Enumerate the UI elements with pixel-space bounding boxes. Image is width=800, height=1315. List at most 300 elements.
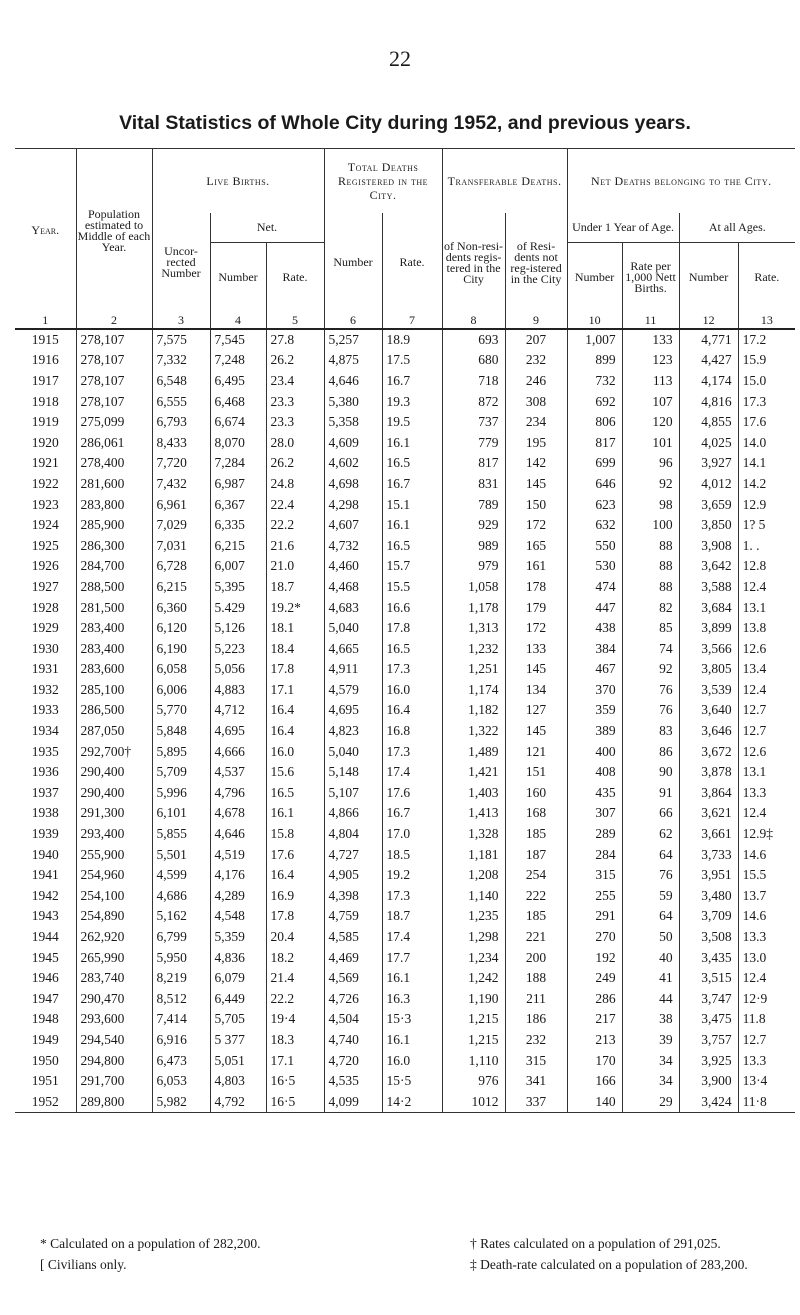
net-births-cell: 4,646 [210, 824, 266, 845]
birth-rate-cell: 23.4 [266, 371, 324, 392]
net-deaths-cell: 3,539 [679, 680, 738, 701]
birth-rate-cell: 19·4 [266, 1009, 324, 1030]
uncorrected-births-cell: 8,219 [152, 968, 210, 989]
column-number: 12 [679, 313, 738, 329]
infant-mortality-rate-cell: 107 [622, 391, 679, 412]
non-resident-deaths-cell: 1,140 [442, 886, 505, 907]
table-row [15, 618, 795, 639]
net-death-rate-cell: 13.1 [742, 764, 767, 780]
net-births-cell: 4,712 [210, 700, 266, 721]
infant-deaths-cell: 166 [567, 1071, 622, 1092]
table-row [15, 803, 795, 824]
birth-rate-cell: 22.2 [266, 515, 324, 536]
non-resident-deaths-cell: 1,181 [442, 844, 505, 865]
birth-rate-cell: 16.4 [266, 721, 324, 742]
uncorrected-births-cell: 7,031 [152, 535, 210, 556]
column-number: 4 [210, 313, 266, 329]
uncorrected-births-cell: 5,709 [152, 762, 210, 783]
non-resident-deaths-cell: 680 [442, 350, 505, 371]
resident-deaths-cell: 188 [505, 968, 567, 989]
uncorrected-births-cell: 6,793 [152, 412, 210, 433]
uncorrected-births-cell: 6,555 [152, 391, 210, 412]
death-rate-cell: 16.1 [382, 1030, 442, 1051]
net-deaths-cell: 3,659 [679, 494, 738, 515]
year-cell: 1917 [15, 371, 76, 392]
year-cell: 1916 [15, 350, 76, 371]
uncorrected-births-cell: 6,120 [152, 618, 210, 639]
non-resident-deaths-cell: 831 [442, 474, 505, 495]
birth-rate-cell: 21.0 [266, 556, 324, 577]
non-resident-deaths-cell: 1,242 [442, 968, 505, 989]
resident-deaths-cell: 133 [505, 638, 567, 659]
year-cell: 1922 [15, 474, 76, 495]
uncorrected-births-cell: 7,414 [152, 1009, 210, 1030]
infant-mortality-rate-cell: 76 [622, 680, 679, 701]
deaths-number-cell: 5,148 [324, 762, 382, 783]
population-cell: 290,400 [76, 783, 152, 804]
net-births-cell: 4,537 [210, 762, 266, 783]
net-deaths-cell: 4,771 [679, 329, 738, 351]
table-row [15, 700, 795, 721]
infant-deaths-cell: 530 [567, 556, 622, 577]
deaths-number-cell: 4,469 [324, 947, 382, 968]
net-death-rate-cell: 1. . [742, 537, 760, 553]
population-cell: 254,100 [76, 886, 152, 907]
birth-rate-cell: 17.8 [266, 906, 324, 927]
net-deaths-cell: 3,951 [679, 865, 738, 886]
birth-rate-cell: 21.6 [266, 535, 324, 556]
net-births-cell: 6,079 [210, 968, 266, 989]
infant-mortality-rate-cell: 92 [622, 659, 679, 680]
year-cell: 1924 [15, 515, 76, 536]
uncorrected-births-cell: 5,501 [152, 844, 210, 865]
deaths-number-cell: 5,257 [324, 329, 382, 351]
deaths-number-cell: 4,468 [324, 577, 382, 598]
year-cell: 1915 [15, 329, 76, 351]
footnote-asterisk: * Calculated on a population of 282,200. [40, 1235, 261, 1251]
infant-mortality-rate-cell: 66 [622, 803, 679, 824]
population-cell: 254,960 [76, 865, 152, 886]
infant-deaths-cell: 623 [567, 494, 622, 515]
non-resident-deaths-cell: 929 [442, 515, 505, 536]
deaths-number-cell: 4,398 [324, 886, 382, 907]
non-resident-deaths-cell: 737 [442, 412, 505, 433]
non-resident-deaths-cell: 789 [442, 494, 505, 515]
uncorrected-births-cell: 5,982 [152, 1091, 210, 1112]
population-cell: 283,740 [76, 968, 152, 989]
infant-deaths-cell: 699 [567, 453, 622, 474]
non-resident-deaths-cell: 979 [442, 556, 505, 577]
table-row [15, 350, 795, 371]
deaths-number-cell: 4,726 [324, 989, 382, 1010]
resident-deaths-cell: 246 [505, 371, 567, 392]
table-row [15, 371, 795, 392]
table-row [15, 329, 795, 351]
net-births-cell: 6,987 [210, 474, 266, 495]
table-row [15, 474, 795, 495]
net-births-cell: 4,519 [210, 844, 266, 865]
birth-rate-cell: 17.1 [266, 680, 324, 701]
column-number: 1 [15, 313, 76, 329]
deaths-number-cell: 5,380 [324, 391, 382, 412]
net-births-cell: 5,359 [210, 927, 266, 948]
resident-deaths-cell: 234 [505, 412, 567, 433]
infant-deaths-cell: 384 [567, 638, 622, 659]
death-rate-cell: 16.3 [382, 989, 442, 1010]
non-resident-deaths-cell: 1,251 [442, 659, 505, 680]
death-rate-cell: 17.3 [382, 886, 442, 907]
year-cell: 1920 [15, 432, 76, 453]
population-cell: 285,900 [76, 515, 152, 536]
column-number: 3 [152, 313, 210, 329]
death-rate-cell: 18.9 [382, 329, 442, 351]
net-births-cell: 4,548 [210, 906, 266, 927]
deaths-number-cell: 4,646 [324, 371, 382, 392]
table-row [15, 638, 795, 659]
year-cell: 1940 [15, 844, 76, 865]
population-cell: 283,400 [76, 618, 152, 639]
death-rate-cell: 17.5 [382, 350, 442, 371]
infant-mortality-rate-cell: 133 [622, 329, 679, 351]
net-death-rate-cell: 12.9‡ [742, 826, 773, 842]
infant-mortality-rate-cell: 96 [622, 453, 679, 474]
population-cell: 278,107 [76, 329, 152, 351]
uncorrected-births-cell: 5,855 [152, 824, 210, 845]
table-row [15, 762, 795, 783]
vital-statistics-table-wrapper [15, 148, 795, 1113]
infant-mortality-rate-cell: 101 [622, 432, 679, 453]
deaths-number-cell: 5,040 [324, 741, 382, 762]
deaths-number-cell: 4,759 [324, 906, 382, 927]
net-death-rate-cell: 12.4 [742, 578, 767, 594]
td-rate-header: Rate. [382, 213, 442, 313]
birth-rate-cell: 22.2 [266, 989, 324, 1010]
year-cell: 1942 [15, 886, 76, 907]
population-cell: 283,400 [76, 638, 152, 659]
net-death-rate-cell: 12.6 [742, 743, 767, 759]
deaths-number-cell: 4,698 [324, 474, 382, 495]
death-rate-cell: 16.5 [382, 535, 442, 556]
net-death-rate-cell: 12.4 [742, 970, 767, 986]
population-cell: 293,600 [76, 1009, 152, 1030]
infant-mortality-rate-cell: 64 [622, 844, 679, 865]
resident-deaths-cell: 221 [505, 927, 567, 948]
net-death-rate-cell: 12.4 [742, 805, 767, 821]
net-births-cell: 5,126 [210, 618, 266, 639]
net-births-cell: 4,792 [210, 1091, 266, 1112]
infant-mortality-rate-cell: 76 [622, 865, 679, 886]
under-1-year-header: Under 1 Year of Age. [567, 213, 679, 243]
resident-deaths-cell: 207 [505, 329, 567, 351]
birth-rate-cell: 23.3 [266, 412, 324, 433]
resident-deaths-cell: 185 [505, 906, 567, 927]
net-death-rate-cell: 12.6 [742, 640, 767, 656]
uncorrected-births-cell: 5,162 [152, 906, 210, 927]
net-death-rate-cell: 13·4 [742, 1073, 768, 1089]
birth-rate-cell: 26.2 [266, 350, 324, 371]
net-deaths-cell: 3,709 [679, 906, 738, 927]
live-births-header: Live Births. [152, 149, 324, 213]
deaths-number-cell: 4,727 [324, 844, 382, 865]
birth-rate-cell: 16.1 [266, 803, 324, 824]
net-deaths-cell: 3,757 [679, 1030, 738, 1051]
table-row [15, 391, 795, 412]
infant-mortality-rate-cell: 34 [622, 1050, 679, 1071]
deaths-number-cell: 4,732 [324, 535, 382, 556]
column-number: 11 [622, 313, 679, 329]
resident-deaths-cell: 308 [505, 391, 567, 412]
infant-deaths-cell: 307 [567, 803, 622, 824]
infant-deaths-cell: 270 [567, 927, 622, 948]
deaths-number-cell: 4,607 [324, 515, 382, 536]
column-number: 7 [382, 313, 442, 329]
infant-deaths-cell: 408 [567, 762, 622, 783]
population-cell: 278,107 [76, 350, 152, 371]
non-resident-deaths-cell: 1,178 [442, 597, 505, 618]
population-cell: 265,990 [76, 947, 152, 968]
table-row [15, 1091, 795, 1112]
infant-mortality-rate-cell: 41 [622, 968, 679, 989]
infant-deaths-cell: 632 [567, 515, 622, 536]
column-number: 6 [324, 313, 382, 329]
resident-deaths-cell: 145 [505, 721, 567, 742]
resident-deaths-cell: 315 [505, 1050, 567, 1071]
infant-mortality-rate-cell: 82 [622, 597, 679, 618]
net-births-cell: 5,051 [210, 1050, 266, 1071]
resident-deaths-cell: 341 [505, 1071, 567, 1092]
net-births-cell: 5,056 [210, 659, 266, 680]
net-births-cell: 6,007 [210, 556, 266, 577]
infant-mortality-rate-cell: 88 [622, 535, 679, 556]
population-cell: 278,107 [76, 371, 152, 392]
infant-mortality-rate-cell: 40 [622, 947, 679, 968]
resident-deaths-cell: 161 [505, 556, 567, 577]
net-death-rate-cell: 13.1 [742, 599, 767, 615]
death-rate-cell: 17.4 [382, 762, 442, 783]
population-cell: 284,700 [76, 556, 152, 577]
year-cell: 1945 [15, 947, 76, 968]
net-deaths-cell: 3,642 [679, 556, 738, 577]
table-row [15, 906, 795, 927]
deaths-number-cell: 4,804 [324, 824, 382, 845]
net-death-rate-cell: 13.8 [742, 620, 767, 636]
deaths-number-cell: 4,460 [324, 556, 382, 577]
net-births-cell: 4,836 [210, 947, 266, 968]
deaths-number-cell: 5,040 [324, 618, 382, 639]
transferable-deaths-header: Transferable Deaths. [442, 149, 567, 213]
infant-mortality-rate-cell: 100 [622, 515, 679, 536]
deaths-number-cell: 4,911 [324, 659, 382, 680]
uncorrected-number-header: Uncor-rected Number [152, 213, 210, 313]
net-deaths-cell: 3,733 [679, 844, 738, 865]
death-rate-cell: 19.3 [382, 391, 442, 412]
infant-deaths-cell: 291 [567, 906, 622, 927]
table-row [15, 1030, 795, 1051]
year-cell: 1937 [15, 783, 76, 804]
net-deaths-cell: 4,174 [679, 371, 738, 392]
net-deaths-cell: 3,475 [679, 1009, 738, 1030]
non-resident-deaths-cell: 1,215 [442, 1009, 505, 1030]
table-row [15, 556, 795, 577]
page-title: Vital Statistics of Whole City during 1952, and previous years. [119, 112, 691, 134]
net-deaths-cell: 3,684 [679, 597, 738, 618]
year-cell: 1929 [15, 618, 76, 639]
resident-deaths-cell: 151 [505, 762, 567, 783]
column-number: 2 [76, 313, 152, 329]
death-rate-cell: 16.6 [382, 597, 442, 618]
uncorrected-births-cell: 4,686 [152, 886, 210, 907]
net-death-rate-cell: 12.7 [742, 723, 767, 739]
table-row [15, 844, 795, 865]
death-rate-cell: 17.3 [382, 741, 442, 762]
infant-mortality-rate-cell: 44 [622, 989, 679, 1010]
infant-deaths-cell: 435 [567, 783, 622, 804]
non-resident-deaths-cell: 1,232 [442, 638, 505, 659]
deaths-number-cell: 4,875 [324, 350, 382, 371]
infant-deaths-cell: 389 [567, 721, 622, 742]
year-cell: 1939 [15, 824, 76, 845]
resident-deaths-cell: 172 [505, 515, 567, 536]
net-births-cell: 5,395 [210, 577, 266, 598]
deaths-number-cell: 4,609 [324, 432, 382, 453]
birth-rate-cell: 17.1 [266, 1050, 324, 1071]
net-death-rate-cell: 12.8 [742, 558, 767, 574]
death-rate-cell: 15.5 [382, 577, 442, 598]
non-resident-deaths-cell: 1,413 [442, 803, 505, 824]
non-resident-deaths-cell: 779 [442, 432, 505, 453]
infant-mortality-rate-cell: 92 [622, 474, 679, 495]
resident-deaths-cell: 200 [505, 947, 567, 968]
resident-deaths-cell: 222 [505, 886, 567, 907]
net-death-rate-cell: 11.8 [742, 1011, 766, 1027]
population-cell: 294,800 [76, 1050, 152, 1071]
infant-deaths-cell: 359 [567, 700, 622, 721]
net-death-rate-cell: 14.1 [742, 455, 767, 471]
uncorrected-births-cell: 5,996 [152, 783, 210, 804]
resident-deaths-cell: 178 [505, 577, 567, 598]
net-deaths-cell: 4,816 [679, 391, 738, 412]
net-deaths-cell: 3,508 [679, 927, 738, 948]
resident-deaths-cell: 337 [505, 1091, 567, 1112]
table-row [15, 886, 795, 907]
resident-deaths-cell: 121 [505, 741, 567, 762]
uncorrected-births-cell: 7,432 [152, 474, 210, 495]
resident-deaths-cell: 142 [505, 453, 567, 474]
net-births-cell: 6,674 [210, 412, 266, 433]
resident-deaths-cell: 187 [505, 844, 567, 865]
deaths-number-cell: 4,695 [324, 700, 382, 721]
net-death-rate-cell: 12.7 [742, 702, 767, 718]
table-row [15, 721, 795, 742]
uncorrected-births-cell: 6,548 [152, 371, 210, 392]
table-row [15, 824, 795, 845]
net-deaths-cell: 3,515 [679, 968, 738, 989]
net-death-rate-cell: 13.4 [742, 661, 767, 677]
death-rate-cell: 16.5 [382, 638, 442, 659]
birth-rate-cell: 16.9 [266, 886, 324, 907]
infant-deaths-cell: 646 [567, 474, 622, 495]
table-row [15, 989, 795, 1010]
deaths-number-cell: 4,905 [324, 865, 382, 886]
infant-deaths-cell: 806 [567, 412, 622, 433]
deaths-number-cell: 4,665 [324, 638, 382, 659]
infant-deaths-cell: 170 [567, 1050, 622, 1071]
table-row [15, 535, 795, 556]
net-deaths-cell: 3,899 [679, 618, 738, 639]
deaths-number-cell: 4,740 [324, 1030, 382, 1051]
death-rate-cell: 14·2 [382, 1091, 442, 1112]
population-cell: 275,099 [76, 412, 152, 433]
net-births-cell: 4,176 [210, 865, 266, 886]
year-cell: 1950 [15, 1050, 76, 1071]
u1-rate-header: Rate per 1,000 Nett Births. [622, 243, 679, 313]
death-rate-cell: 16.7 [382, 803, 442, 824]
resident-deaths-cell: 145 [505, 474, 567, 495]
deaths-number-cell: 4,720 [324, 1050, 382, 1071]
table-row [15, 494, 795, 515]
net-births-cell: 4,666 [210, 741, 266, 762]
death-rate-cell: 16.4 [382, 700, 442, 721]
birth-rate-cell: 19.2* [266, 597, 324, 618]
non-resident-deaths-cell: 817 [442, 453, 505, 474]
net-births-header: Net. [210, 213, 324, 243]
year-cell: 1926 [15, 556, 76, 577]
population-cell: 283,600 [76, 659, 152, 680]
table-row [15, 453, 795, 474]
column-number: 13 [760, 312, 773, 327]
uncorrected-births-cell: 6,006 [152, 680, 210, 701]
death-rate-cell: 16.8 [382, 721, 442, 742]
uncorrected-births-cell: 6,728 [152, 556, 210, 577]
table-row [15, 515, 795, 536]
net-death-rate-cell: 12.9 [742, 496, 767, 512]
uncorrected-births-cell: 5,950 [152, 947, 210, 968]
birth-rate-cell: 18.1 [266, 618, 324, 639]
year-cell: 1930 [15, 638, 76, 659]
birth-rate-cell: 20.4 [266, 927, 324, 948]
infant-mortality-rate-cell: 86 [622, 741, 679, 762]
table-row [15, 1071, 795, 1092]
year-cell: 1938 [15, 803, 76, 824]
non-resident-deaths-cell: 1,403 [442, 783, 505, 804]
non-resident-deaths-cell: 1012 [442, 1091, 505, 1112]
resident-deaths-cell: 211 [505, 989, 567, 1010]
year-cell: 1918 [15, 391, 76, 412]
death-rate-cell: 18.5 [382, 844, 442, 865]
deaths-number-cell: 4,823 [324, 721, 382, 742]
non-resident-deaths-cell: 1,322 [442, 721, 505, 742]
population-cell: 283,800 [76, 494, 152, 515]
table-row [15, 947, 795, 968]
year-cell: 1936 [15, 762, 76, 783]
column-number: 9 [505, 313, 567, 329]
net-deaths-cell: 3,805 [679, 659, 738, 680]
at-all-ages-header: At all Ages. [679, 213, 795, 243]
td-number-header: Number [324, 213, 382, 313]
uncorrected-births-cell: 8,433 [152, 432, 210, 453]
uncorrected-births-cell: 4,599 [152, 865, 210, 886]
net-births-cell: 6,449 [210, 989, 266, 1010]
net-death-rate-cell: 14.6 [742, 846, 767, 862]
resident-deaths-cell: 134 [505, 680, 567, 701]
table-row [15, 432, 795, 453]
net-births-cell: 7,545 [210, 329, 266, 351]
birth-rate-cell: 26.2 [266, 453, 324, 474]
table-row [15, 680, 795, 701]
infant-mortality-rate-cell: 88 [622, 556, 679, 577]
population-cell: 254,890 [76, 906, 152, 927]
year-cell: 1933 [15, 700, 76, 721]
